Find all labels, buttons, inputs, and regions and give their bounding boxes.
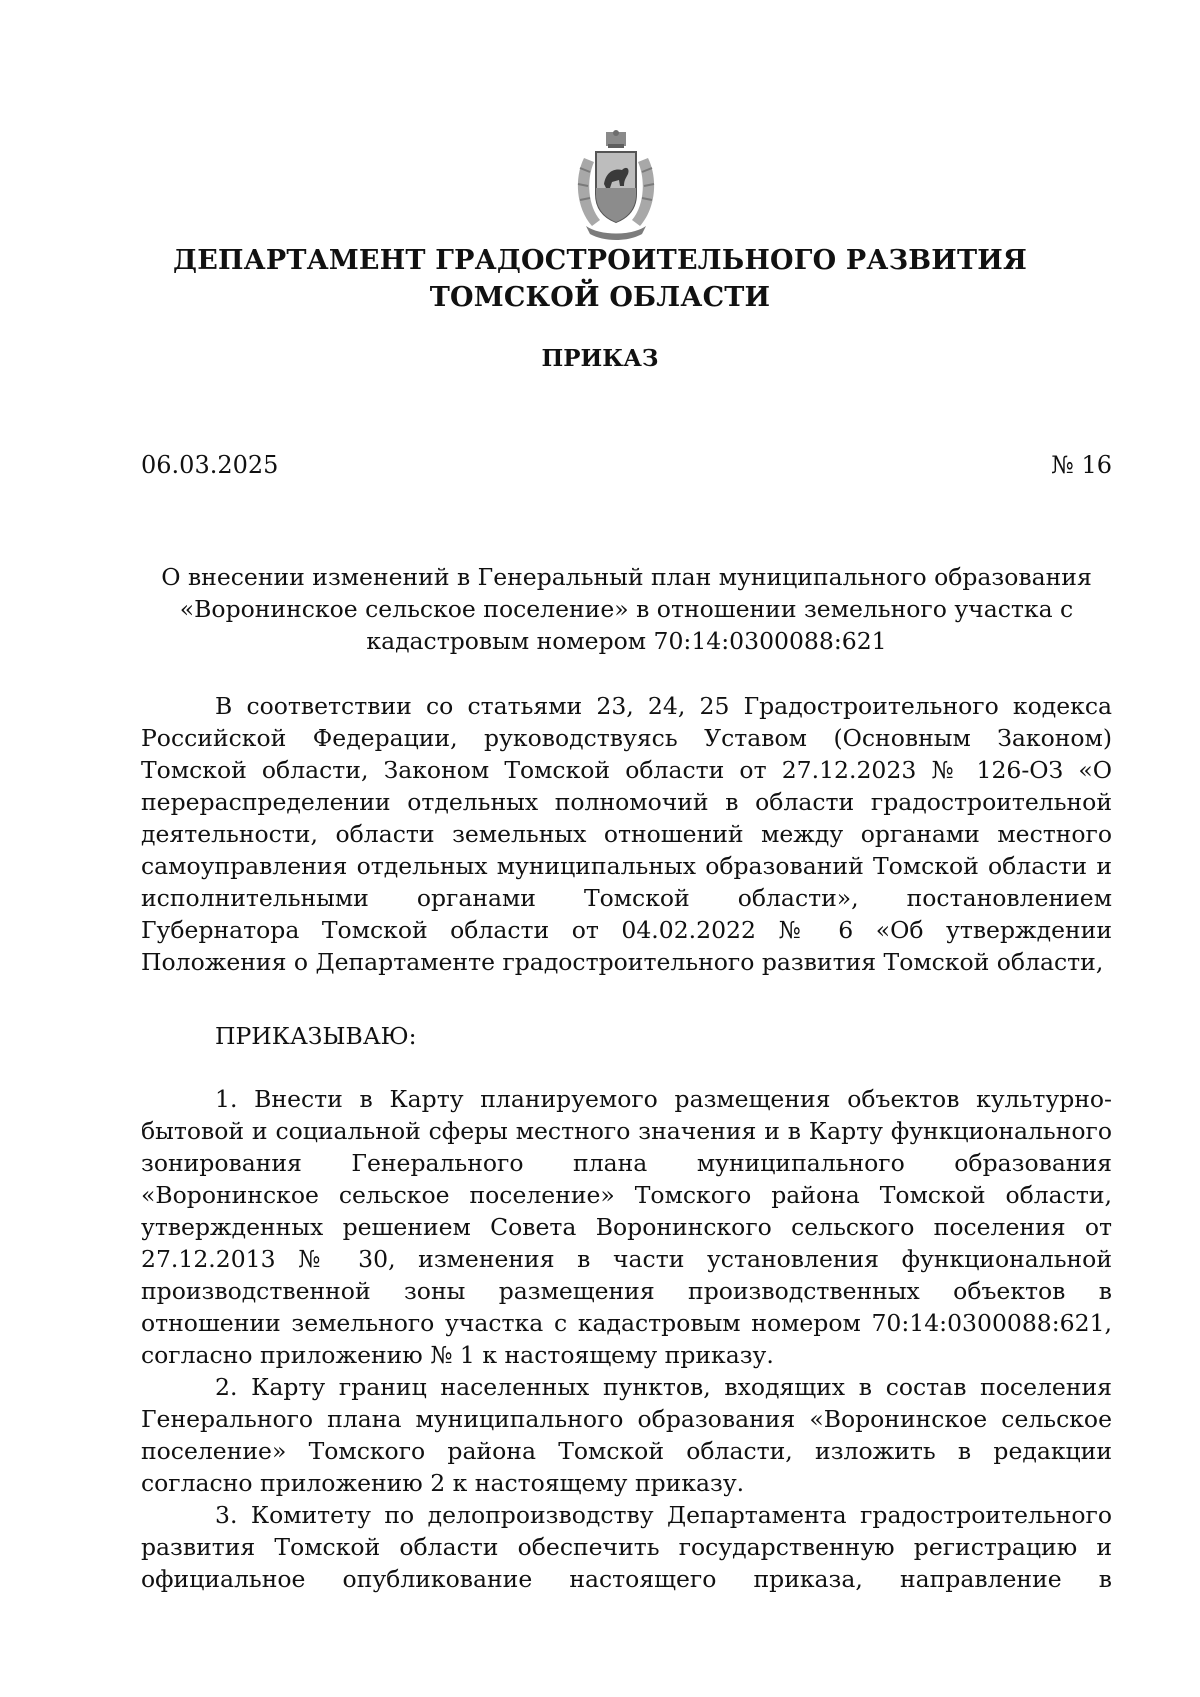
order-number: № 16 bbox=[1051, 451, 1112, 479]
subject-line1: О внесении изменений в Генеральный план муниципального образования bbox=[161, 563, 1092, 591]
subject-line3: кадастровым номером 70:14:0300088:621 bbox=[366, 627, 887, 655]
order-date: 06.03.2025 bbox=[141, 451, 279, 479]
department-title-line1: ДЕПАРТАМЕНТ ГРАДОСТРОИТЕЛЬНОГО РАЗВИТИЯ bbox=[172, 245, 1028, 276]
department-title-line2: ТОМСКОЙ ОБЛАСТИ bbox=[429, 282, 771, 313]
order-item-2: 2. Карту границ населенных пунктов, входящих в состав поселения Генерального плана муниципального образования «Воронинское сельское поселение» Томского района Томской области, изложить в редакции согласно приложению 2 к настоящему приказу. bbox=[141, 1373, 1112, 1497]
preamble-block bbox=[141, 690, 1112, 978]
coat-of-arms-emblem bbox=[570, 128, 662, 242]
document-type: ПРИКАЗ bbox=[541, 345, 659, 372]
preamble-paragraph: В соответствии со статьями 23, 24, 25 Градостроительного кодекса Российской Федерации, руководствуясь Уставом (Основным Законом) Томской области, Законом Томской области от 27.12.2023 № 126-ОЗ «О перераспределении отдельных полномочий в области градостроительной деятельности, области земельных отношений между органами местного самоуправления отдельных муниципальных образований Томской области и исполнительными органами Томской области», постановлением Губернатора Томской области от 04.02.2022 № 6 «Об утверждении Положения о Департаменте градостроительного развития Томской области, bbox=[141, 692, 1112, 976]
order-subject bbox=[141, 561, 1112, 657]
order-items bbox=[141, 1083, 1112, 1595]
subject-line2: «Воронинское сельское поселение» в отношении земельного участка с bbox=[179, 595, 1074, 623]
decree-word: ПРИКАЗЫВАЮ: bbox=[215, 1022, 417, 1050]
order-item-3: 3. Комитету по делопроизводству Департамента градостроительного развития Томской области обеспечить государственную регистрацию и официальное опубликование настоящего приказа, направление в bbox=[141, 1501, 1112, 1593]
department-title bbox=[0, 242, 1200, 316]
order-item-1: 1. Внести в Карту планируемого размещения объектов культурно-бытовой и социальной сферы местного значения и в Карту функционального зонирования Генерального плана муниципального образования «Воронинское сельское поселение» Томского района Томской области, утвержденных решением Совета Воронинского сельского поселения от 27.12.2013 № 30, изменения в части установления функциональной производственной зоны размещения производственных объектов в отношении земельного участка с кадастровым номером 70:14:0300088:621, согласно приложению № 1 к настоящему приказу. bbox=[141, 1085, 1112, 1369]
